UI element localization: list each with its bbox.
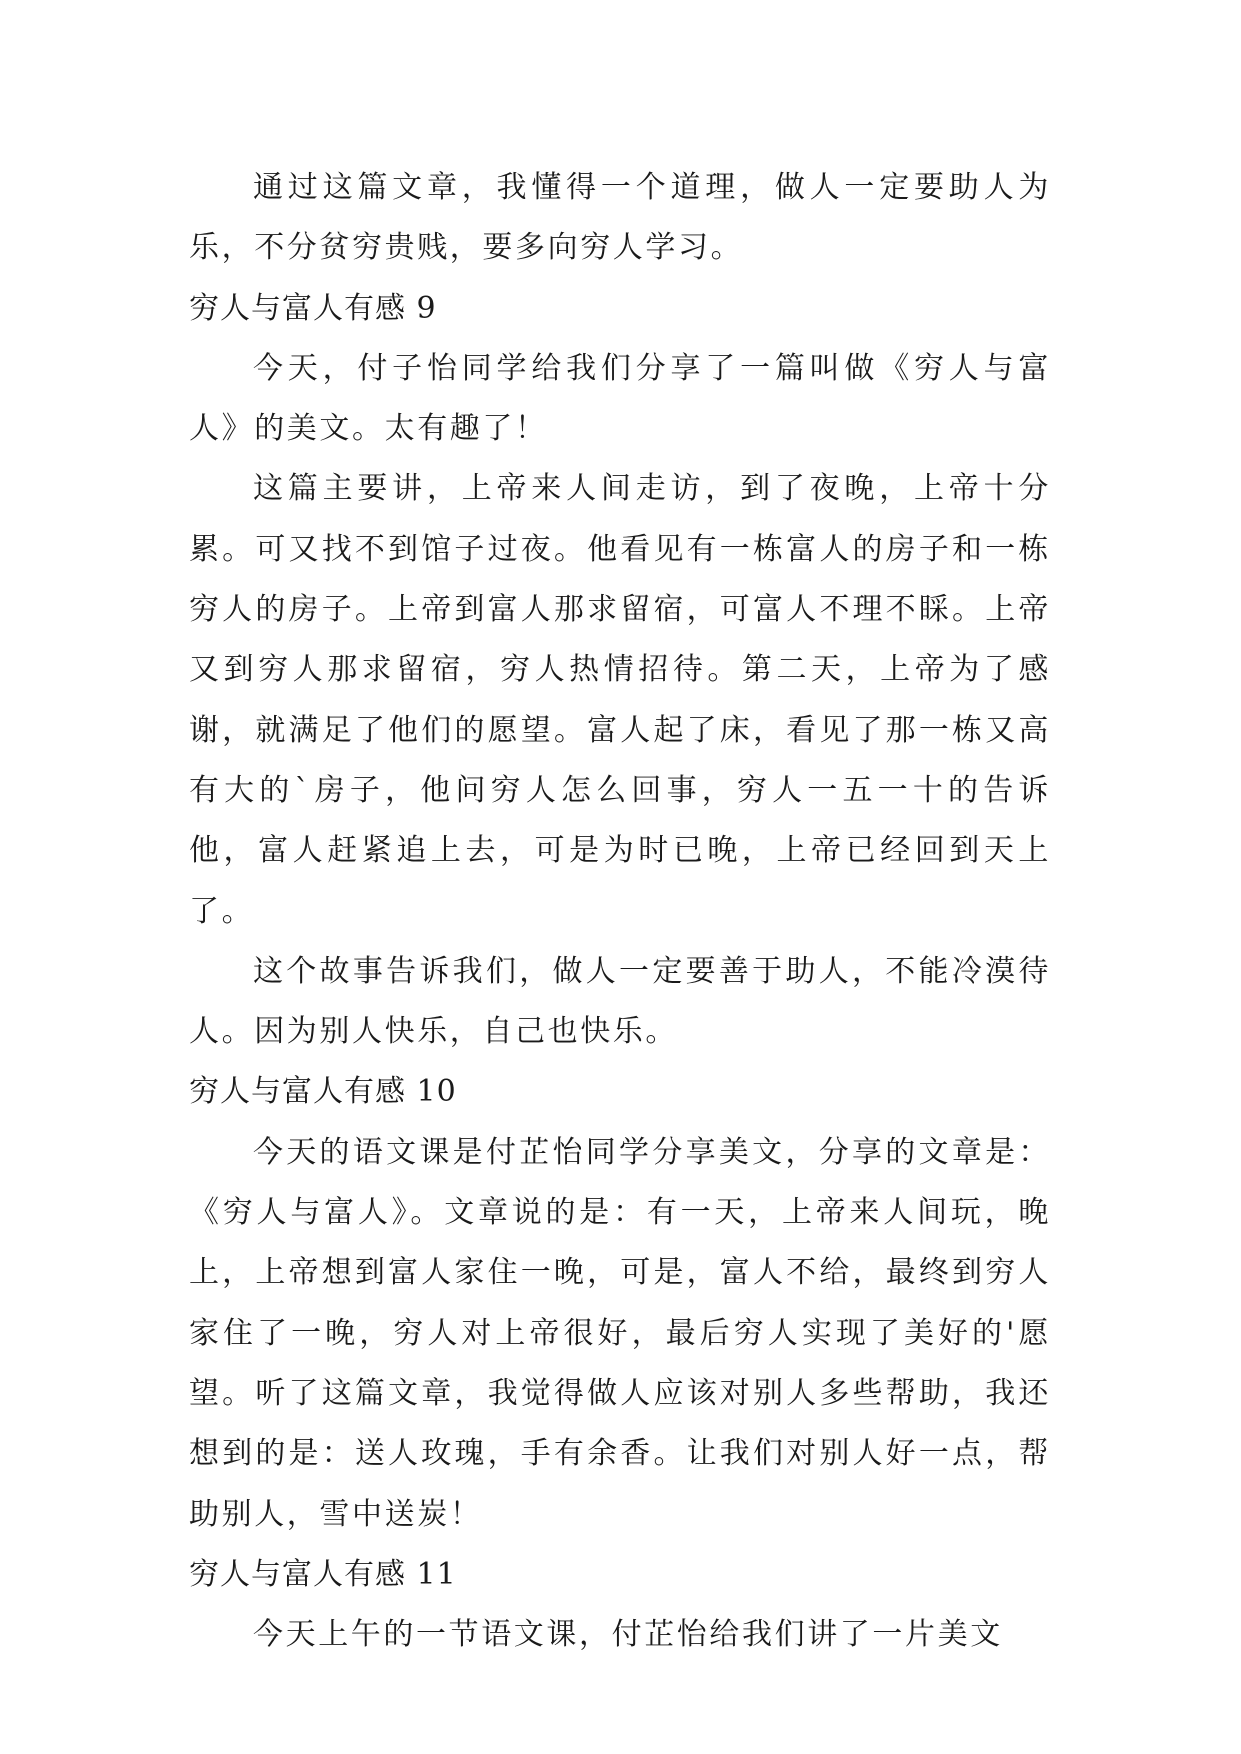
section-heading: 穷人与富人有感 11 (189, 1556, 457, 1592)
paragraph: 今天上午的一节语文课，付芷怡给我们讲了一片美文 (253, 1617, 1003, 1653)
paragraph: 今天的语文课是付芷怡同学分享美文，分享的文章是：《穷人与富人》。文章说的是：有一天，上帝来人间玩，晚上，上帝想到富人家住一晚，可是，富人不给，最终到穷人家住了一晚，穷人对上帝很好，最后穷人实现了美好的'愿望。听了这篇文章，我觉得做人应该对别人多些帮助，我还想到的是：送人玫瑰，手有余香。让我们对别人好一点，帮助别人，雪中送炭！ (189, 1134, 1051, 1532)
section-heading: 穷人与富人有感 10 (189, 1074, 457, 1110)
paragraph: 今天，付子怡同学给我们分享了一篇叫做《穷人与富人》的美文。太有趣了！ (189, 350, 1051, 447)
paragraph: 这篇主要讲，上帝来人间走访，到了夜晚，上帝十分累。可又找不到馆子过夜。他看见有一栋富人的房子和一栋穷人的房子。上帝到富人那求留宿，可富人不理不睬。上帝又到穷人那求留宿，穷人热情招待。第二天，上帝为了感谢，就满足了他们的愿望。富人起了床，看见了那一栋又高有大的`房子，他问穷人怎么回事，穷人一五一十的告诉他，富人赶紧追上去，可是为时已晚，上帝已经回到天上了。 (189, 471, 1051, 929)
document-body (189, 158, 1051, 1665)
paragraph: 这个故事告诉我们，做人一定要善于助人，不能冷漠待人。因为别人快乐，自己也快乐。 (189, 953, 1051, 1050)
paragraph: 通过这篇文章，我懂得一个道理，做人一定要助人为乐，不分贫穷贵贱，要多向穷人学习。 (189, 170, 1051, 266)
section-heading: 穷人与富人有感 9 (189, 290, 437, 326)
